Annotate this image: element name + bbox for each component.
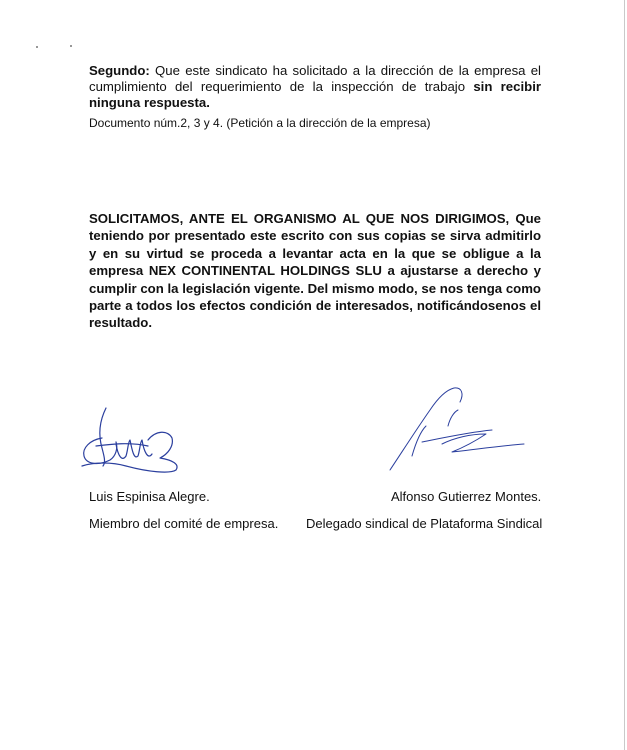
segundo-text: Que este sindicato ha solicitado a la dirección de la empresa el cumplimiento del requerimiento de la inspección de trabajo (89, 63, 541, 94)
document-reference: Documento núm.2, 3 y 4. (Petición a la dirección de la empresa) (89, 116, 431, 130)
scan-speck (36, 46, 38, 48)
solicitamos-paragraph: SOLICITAMOS, ANTE EL ORGANISMO AL QUE NOS DIRIGIMOS, Que teniendo por presentado este escrito con sus copias se sirva admitirlo y en su virtud se proceda a levantar acta en la que se obligue a la empresa NEX CONTINENTAL HOLDINGS SLU a ajustarse a derecho y cumplir con la legislación vigente. Del mismo modo, se nos tenga como parte a todos los efectos condición de interesados, notificándosenos el resultado. (89, 211, 541, 331)
segundo-paragraph (89, 63, 541, 111)
signatory-left-role: Miembro del comité de empresa. (89, 516, 279, 531)
segundo-label: Segundo: (89, 63, 150, 78)
signature-left (76, 400, 186, 476)
page-edge-line (624, 0, 625, 750)
signatory-left-name: Luis Espinisa Alegre. (89, 489, 210, 504)
segundo-bold-text: sin recibir ninguna respuesta. (89, 79, 541, 110)
scan-speck (70, 45, 72, 47)
signatory-right-role: Delegado sindical de Plataforma Sindical (306, 516, 543, 531)
signatory-right-name: Alfonso Gutierrez Montes. (391, 489, 542, 504)
signature-right (382, 382, 532, 474)
